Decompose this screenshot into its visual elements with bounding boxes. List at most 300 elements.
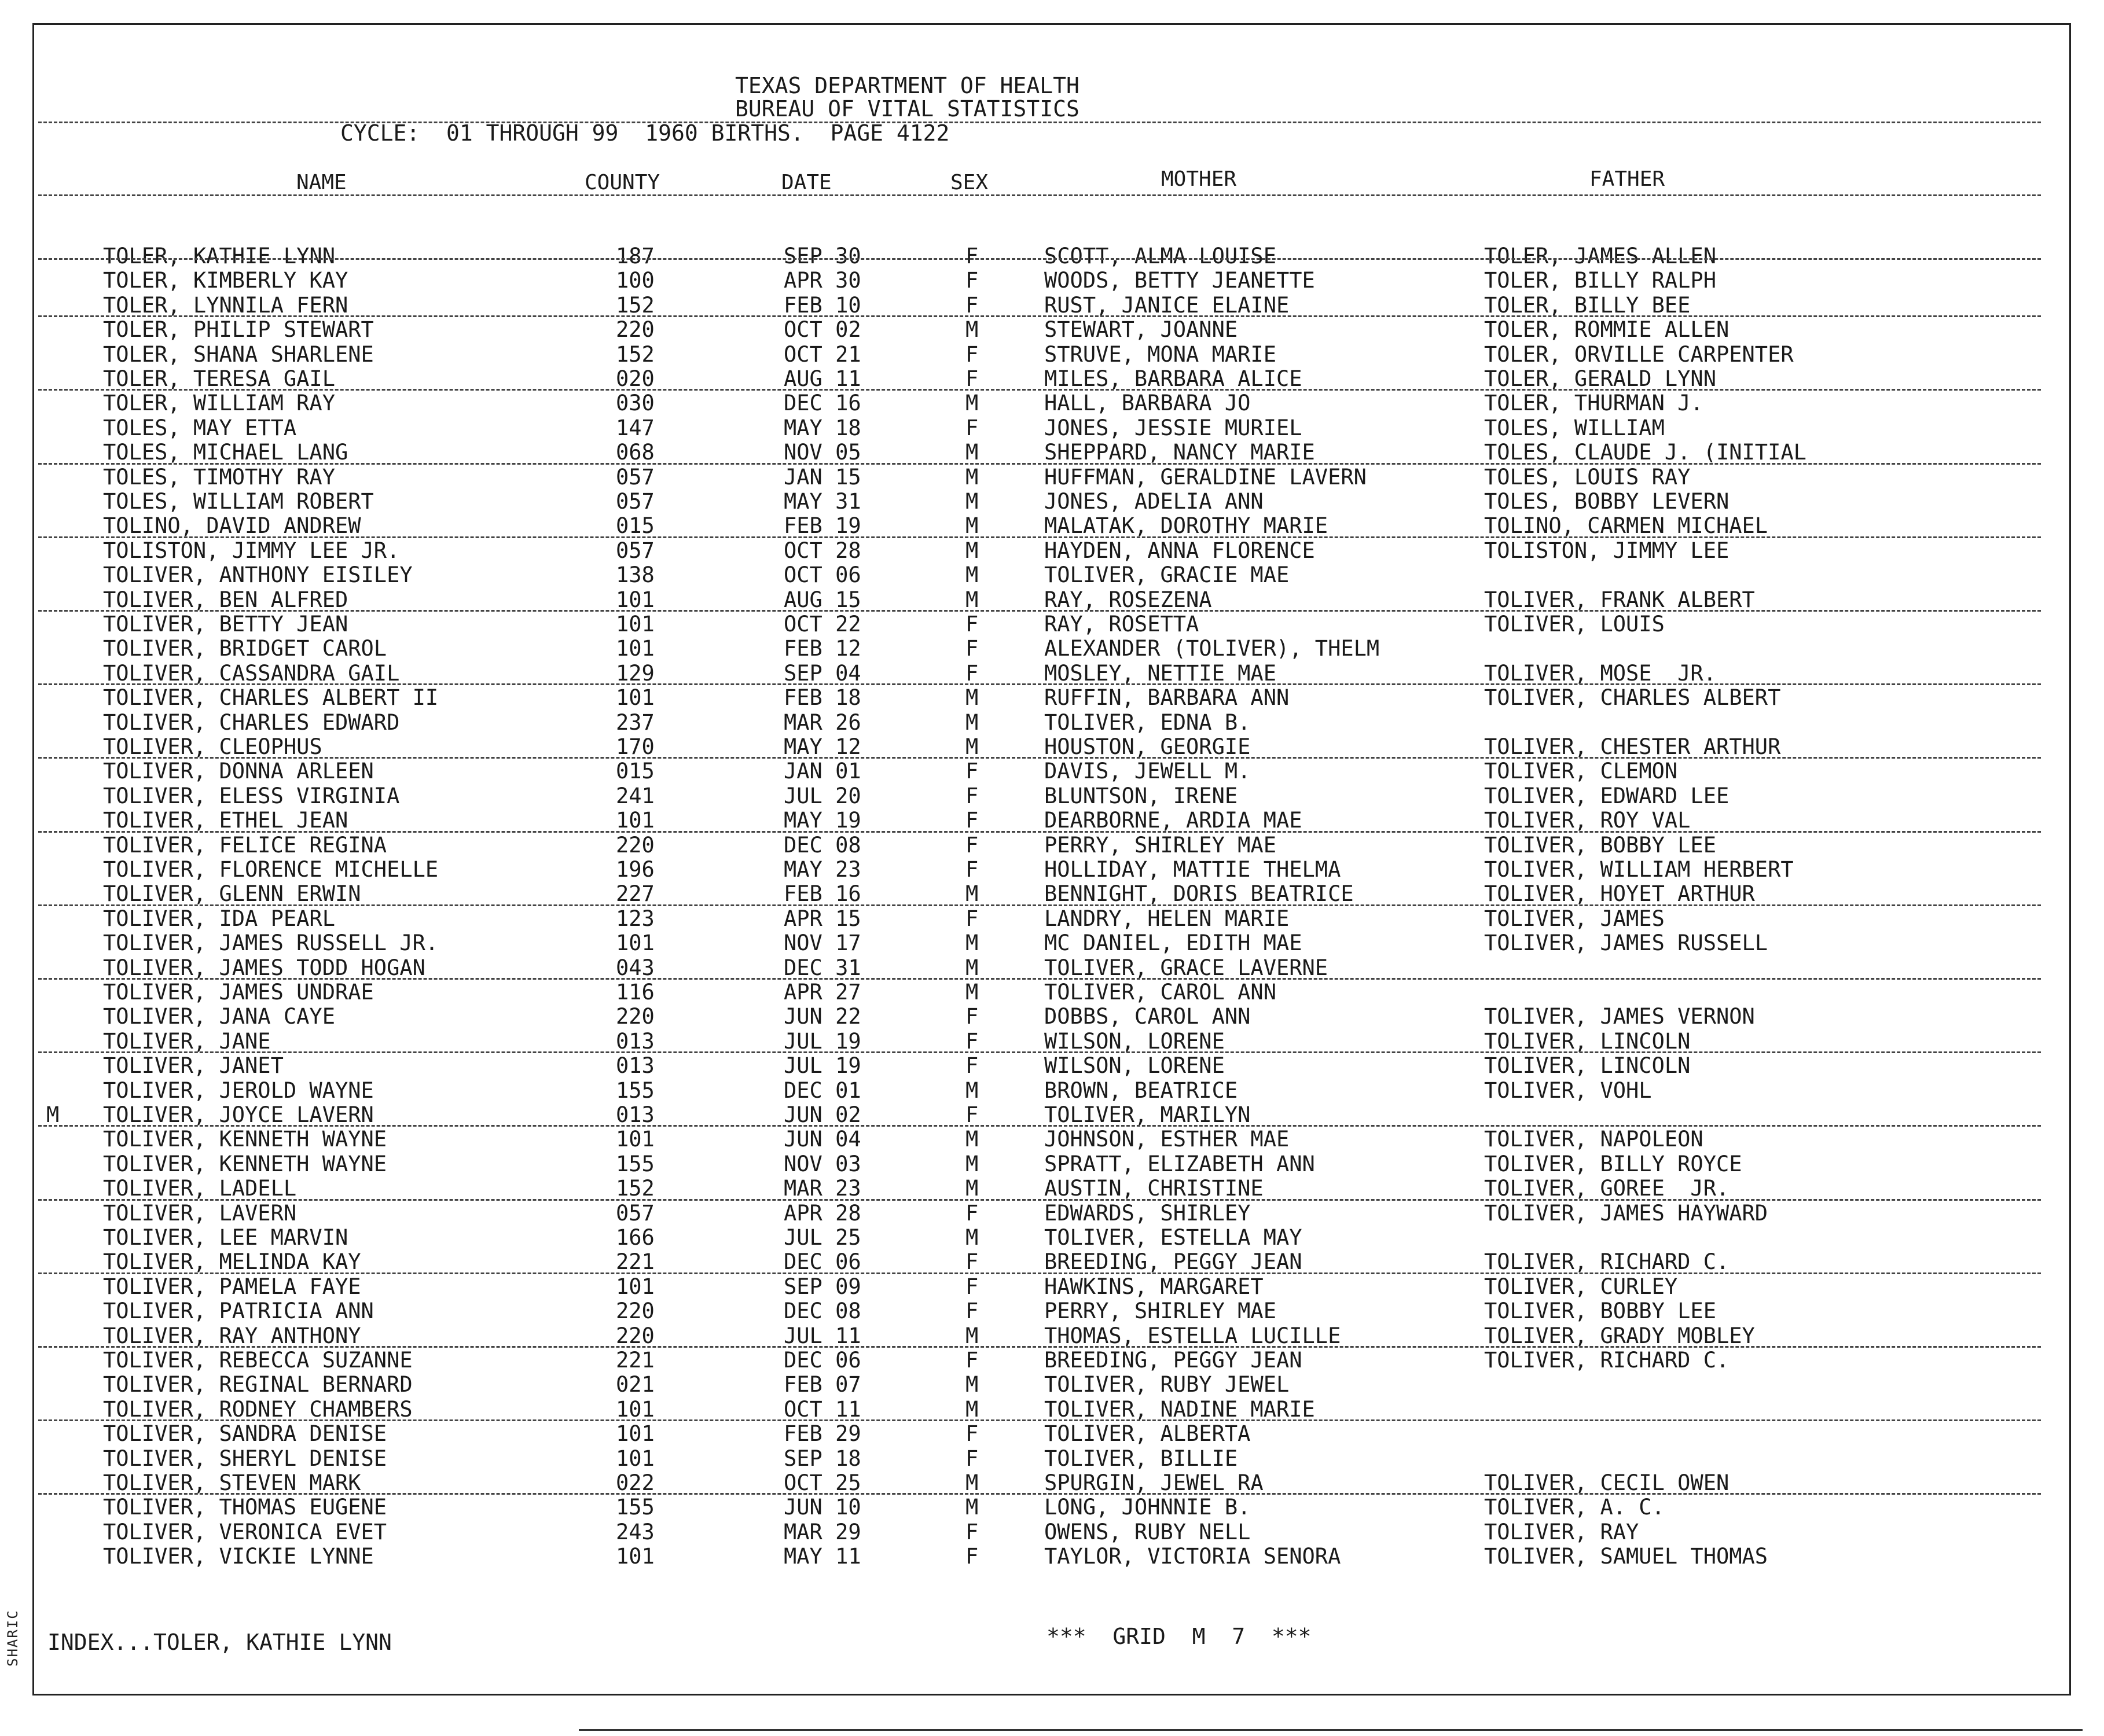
record-row <box>0 637 2104 661</box>
record-row <box>0 686 2104 710</box>
record-mother: BLUNTSON, IRENE <box>1044 784 1238 808</box>
record-mother: SHEPPARD, NANCY MARIE <box>1044 440 1315 465</box>
record-mother: RAY, ROSETTA <box>1044 612 1199 637</box>
record-father: TOLIVER, SAMUEL THOMAS <box>1484 1544 1768 1569</box>
record-county: 220 <box>616 1299 655 1323</box>
record-row <box>0 1275 2104 1299</box>
record-sex: M <box>965 465 979 490</box>
record-row <box>0 1226 2104 1250</box>
record-mother: TOLIVER, GRACIE MAE <box>1044 562 1290 587</box>
record-row <box>0 882 2104 906</box>
record-mother: TOLIVER, EDNA B. <box>1044 710 1251 735</box>
record-row <box>0 588 2104 612</box>
record-county: 155 <box>616 1495 655 1520</box>
record-mother: LONG, JOHNNIE B. <box>1044 1495 1251 1520</box>
col-header-date: DATE <box>781 171 832 194</box>
record-row <box>0 465 2104 490</box>
record-name: TOLIVER, JOYCE LAVERN <box>103 1102 374 1127</box>
row-group-rule <box>38 978 2041 980</box>
record-date: MAR 29 <box>784 1520 861 1544</box>
record-father: TOLES, CLAUDE J. (INITIAL <box>1484 440 1806 465</box>
record-father: TOLIVER, LINCOLN <box>1484 1053 1691 1078</box>
record-sex: M <box>965 980 979 1005</box>
record-date: MAY 18 <box>784 415 861 440</box>
record-county: 101 <box>616 1397 655 1422</box>
record-name: TOLIVER, KENNETH WAYNE <box>103 1127 387 1152</box>
record-name: TOLIVER, JAMES UNDRAE <box>103 980 374 1005</box>
record-date: FEB 07 <box>784 1372 861 1397</box>
record-father: TOLIVER, JAMES HAYWARD <box>1484 1201 1768 1226</box>
record-mother: TAYLOR, VICTORIA SENORA <box>1044 1544 1341 1569</box>
record-date: NOV 05 <box>784 440 861 465</box>
record-sex: M <box>965 1372 979 1397</box>
record-name: TOLER, PHILIP STEWART <box>103 317 374 342</box>
record-mother: MOSLEY, NETTIE MAE <box>1044 661 1276 686</box>
record-date: DEC 31 <box>784 955 861 980</box>
record-row <box>0 293 2104 318</box>
record-date: OCT 11 <box>784 1397 861 1422</box>
record-father: TOLIVER, HOYET ARTHUR <box>1484 881 1755 906</box>
record-date: JAN 01 <box>784 759 861 784</box>
row-group-rule <box>38 1125 2041 1127</box>
record-father: TOLER, JAMES ALLEN <box>1484 244 1716 269</box>
record-sex: M <box>965 562 979 587</box>
col-header-county: COUNTY <box>585 171 660 194</box>
record-sex: F <box>965 1299 979 1323</box>
record-father: TOLISTON, JIMMY LEE <box>1484 538 1730 563</box>
record-name: TOLIVER, THOMAS EUGENE <box>103 1495 387 1520</box>
record-sex: M <box>965 710 979 735</box>
col-header-father: FATHER <box>1589 167 1665 191</box>
record-date: JUL 20 <box>784 784 861 808</box>
record-date: FEB 29 <box>784 1421 861 1446</box>
record-county: 155 <box>616 1078 655 1103</box>
record-name: TOLES, WILLIAM ROBERT <box>103 489 374 514</box>
record-mother: SPRATT, ELIZABETH ANN <box>1044 1152 1315 1176</box>
record-mother: RUST, JANICE ELAINE <box>1044 293 1290 318</box>
record-row <box>0 1520 2104 1544</box>
record-father: TOLIVER, FRANK ALBERT <box>1484 587 1755 612</box>
record-county: 015 <box>616 759 655 784</box>
record-sex: M <box>965 1152 979 1176</box>
record-sex: M <box>965 1397 979 1422</box>
record-name: TOLIVER, MELINDA KAY <box>103 1249 361 1274</box>
record-mother: TOLIVER, ALBERTA <box>1044 1421 1251 1446</box>
record-name: TOLIVER, ETHEL JEAN <box>103 808 348 833</box>
record-sex: M <box>965 1176 979 1201</box>
record-row <box>0 1299 2104 1323</box>
row-group-rule <box>38 831 2041 833</box>
record-mother: WILSON, LORENE <box>1044 1029 1225 1054</box>
record-mother: TOLIVER, GRACE LAVERNE <box>1044 955 1328 980</box>
record-mother: TOLIVER, BILLIE <box>1044 1446 1238 1471</box>
record-name: TOLIVER, PAMELA FAYE <box>103 1274 361 1299</box>
record-name: TOLINO, DAVID ANDREW <box>103 513 361 538</box>
record-county: 021 <box>616 1372 655 1397</box>
record-sex: F <box>965 293 979 318</box>
record-name: TOLIVER, CHARLES ALBERT II <box>103 685 439 710</box>
record-mother: BREEDING, PEGGY JEAN <box>1044 1249 1302 1274</box>
record-date: APR 27 <box>784 980 861 1005</box>
record-mother: AUSTIN, CHRISTINE <box>1044 1176 1264 1201</box>
record-county: 030 <box>616 391 655 415</box>
record-county: 147 <box>616 415 655 440</box>
side-label: SHARIC <box>5 1609 21 1667</box>
record-county: 116 <box>616 980 655 1005</box>
record-mother: PERRY, SHIRLEY MAE <box>1044 833 1276 858</box>
record-mother: LANDRY, HELEN MARIE <box>1044 906 1290 931</box>
record-sex: M <box>965 538 979 563</box>
record-date: MAY 23 <box>784 857 861 882</box>
record-father: TOLER, BILLY BEE <box>1484 293 1691 318</box>
record-mother: DEARBORNE, ARDIA MAE <box>1044 808 1302 833</box>
row-group-rule <box>38 1493 2041 1495</box>
record-father: TOLIVER, ROY VAL <box>1484 808 1691 833</box>
record-father: TOLES, WILLIAM <box>1484 415 1665 440</box>
record-date: SEP 09 <box>784 1274 861 1299</box>
record-county: 101 <box>616 636 655 661</box>
record-county: 020 <box>616 366 655 391</box>
record-sex: F <box>965 857 979 882</box>
record-name: TOLIVER, VICKIE LYNNE <box>103 1544 374 1569</box>
record-sex: M <box>965 955 979 980</box>
record-row <box>0 907 2104 931</box>
footer-index: INDEX...TOLER, KATHIE LYNN <box>47 1630 392 1655</box>
record-date: OCT 22 <box>784 612 861 637</box>
record-name: TOLIVER, ELESS VIRGINIA <box>103 784 400 808</box>
record-father: TOLER, GERALD LYNN <box>1484 366 1716 391</box>
record-mother: OWENS, RUBY NELL <box>1044 1520 1251 1544</box>
record-sex: F <box>965 342 979 367</box>
record-father: TOLER, ROMMIE ALLEN <box>1484 317 1730 342</box>
record-mother: DAVIS, JEWELL M. <box>1044 759 1251 784</box>
record-row <box>0 1324 2104 1348</box>
record-name: TOLIVER, JANET <box>103 1053 284 1078</box>
record-row <box>0 980 2104 1005</box>
record-row <box>0 1447 2104 1471</box>
col-header-mother: MOTHER <box>1161 167 1237 191</box>
record-county: 100 <box>616 268 655 293</box>
record-date: AUG 15 <box>784 587 861 612</box>
record-name: TOLIVER, KENNETH WAYNE <box>103 1152 387 1176</box>
record-date: MAY 31 <box>784 489 861 514</box>
record-name: TOLIVER, JANA CAYE <box>103 1004 335 1029</box>
record-county: 170 <box>616 734 655 759</box>
record-row <box>0 1152 2104 1176</box>
record-sex: M <box>965 881 979 906</box>
header-line-2: BUREAU OF VITAL STATISTICS <box>735 96 1079 122</box>
record-row <box>0 1079 2104 1103</box>
record-sex: F <box>965 759 979 784</box>
record-sex: M <box>965 317 979 342</box>
record-row <box>0 833 2104 858</box>
record-sex: F <box>965 1004 979 1029</box>
record-county: 220 <box>616 833 655 858</box>
record-mother: STEWART, JOANNE <box>1044 317 1238 342</box>
record-date: DEC 06 <box>784 1249 861 1274</box>
record-father: TOLES, LOUIS RAY <box>1484 465 1691 490</box>
record-name: TOLER, SHANA SHARLENE <box>103 342 374 367</box>
record-father: TOLIVER, MOSE JR. <box>1484 661 1716 686</box>
record-row <box>0 1397 2104 1422</box>
record-date: JUN 02 <box>784 1102 861 1127</box>
record-name: TOLIVER, REGINAL BERNARD <box>103 1372 413 1397</box>
record-county: 221 <box>616 1249 655 1274</box>
record-sex: M <box>965 1323 979 1348</box>
record-name: TOLIVER, STEVEN MARK <box>103 1470 361 1495</box>
record-name: TOLER, KATHIE LYNN <box>103 244 335 269</box>
record-sex: F <box>965 268 979 293</box>
record-county: 166 <box>616 1225 655 1250</box>
record-mother: WOODS, BETTY JEANETTE <box>1044 268 1315 293</box>
record-sex: F <box>965 1421 979 1446</box>
record-sex: F <box>965 244 979 269</box>
record-county: 057 <box>616 465 655 490</box>
record-county: 101 <box>616 930 655 955</box>
record-mother: WILSON, LORENE <box>1044 1053 1225 1078</box>
record-mother: PERRY, SHIRLEY MAE <box>1044 1299 1276 1323</box>
record-row <box>0 858 2104 882</box>
record-mother: TOLIVER, NADINE MARIE <box>1044 1397 1315 1422</box>
record-county: 101 <box>616 808 655 833</box>
record-row <box>0 1054 2104 1078</box>
record-name: TOLIVER, FLORENCE MICHELLE <box>103 857 439 882</box>
record-mother: MC DANIEL, EDITH MAE <box>1044 930 1302 955</box>
record-date: APR 30 <box>784 268 861 293</box>
record-date: MAR 26 <box>784 710 861 735</box>
row-group-rule <box>38 1419 2041 1421</box>
record-father: TOLIVER, A. C. <box>1484 1495 1665 1520</box>
record-mother: RUFFIN, BARBARA ANN <box>1044 685 1290 710</box>
record-sex: F <box>965 1348 979 1373</box>
record-mother: DOBBS, CAROL ANN <box>1044 1004 1251 1029</box>
record-sex: M <box>965 734 979 759</box>
record-date: FEB 12 <box>784 636 861 661</box>
record-date: FEB 16 <box>784 881 861 906</box>
row-group-rule <box>38 610 2041 612</box>
record-date: NOV 03 <box>784 1152 861 1176</box>
record-sex: F <box>965 1102 979 1127</box>
record-county: 101 <box>616 587 655 612</box>
row-group-rule <box>38 1346 2041 1348</box>
record-date: AUG 11 <box>784 366 861 391</box>
record-mother: MALATAK, DOROTHY MARIE <box>1044 513 1328 538</box>
record-name: TOLIVER, JEROLD WAYNE <box>103 1078 374 1103</box>
record-row <box>0 759 2104 784</box>
record-date: MAY 11 <box>784 1544 861 1569</box>
record-date: OCT 21 <box>784 342 861 367</box>
record-row <box>0 1029 2104 1054</box>
record-mother: BREEDING, PEGGY JEAN <box>1044 1348 1302 1373</box>
record-father: TOLIVER, CHESTER ARTHUR <box>1484 734 1781 759</box>
record-row <box>0 661 2104 686</box>
record-sex: F <box>965 1446 979 1471</box>
record-county: 013 <box>616 1029 655 1054</box>
record-mother: TOLIVER, ESTELLA MAY <box>1044 1225 1302 1250</box>
record-row <box>0 563 2104 587</box>
row-group-rule <box>38 463 2041 465</box>
record-date: MAY 12 <box>784 734 861 759</box>
record-date: JUN 10 <box>784 1495 861 1520</box>
record-father: TOLIVER, EDWARD LEE <box>1484 784 1730 808</box>
record-sex: F <box>965 636 979 661</box>
record-sex: F <box>965 784 979 808</box>
record-county: 152 <box>616 293 655 318</box>
record-mother: TOLIVER, CAROL ANN <box>1044 980 1276 1005</box>
record-row <box>0 612 2104 637</box>
record-date: JUN 22 <box>784 1004 861 1029</box>
header-rule <box>38 122 2041 123</box>
record-name: TOLIVER, JAMES RUSSELL JR. <box>103 930 439 955</box>
record-name: TOLIVER, JANE <box>103 1029 271 1054</box>
record-sex: M <box>965 685 979 710</box>
record-father: TOLIVER, CECIL OWEN <box>1484 1470 1730 1495</box>
record-father: TOLIVER, CURLEY <box>1484 1274 1678 1299</box>
record-name: TOLIVER, FELICE REGINA <box>103 833 387 858</box>
record-mother: HAYDEN, ANNA FLORENCE <box>1044 538 1315 563</box>
record-county: 155 <box>616 1152 655 1176</box>
record-name: TOLIVER, BEN ALFRED <box>103 587 348 612</box>
record-county: 101 <box>616 1421 655 1446</box>
record-row <box>0 956 2104 980</box>
header-line-3: CYCLE: 01 THROUGH 99 1960 BIRTHS. PAGE 4122 <box>340 120 950 146</box>
record-row <box>0 416 2104 440</box>
record-father: TOLINO, CARMEN MICHAEL <box>1484 513 1768 538</box>
record-county: 187 <box>616 244 655 269</box>
record-sex: M <box>965 1078 979 1103</box>
record-name: TOLER, LYNNILA FERN <box>103 293 348 318</box>
record-date: JUN 04 <box>784 1127 861 1152</box>
record-county: 220 <box>616 317 655 342</box>
record-county: 129 <box>616 661 655 686</box>
record-sex: M <box>965 1495 979 1520</box>
record-father: TOLIVER, VOHL <box>1484 1078 1652 1103</box>
record-date: OCT 28 <box>784 538 861 563</box>
record-name: TOLER, WILLIAM RAY <box>103 391 335 415</box>
record-date: SEP 30 <box>784 244 861 269</box>
record-county: 101 <box>616 1127 655 1152</box>
record-mother: HOLLIDAY, MATTIE THELMA <box>1044 857 1341 882</box>
record-sex: M <box>965 587 979 612</box>
record-father: TOLIVER, RAY <box>1484 1520 1639 1544</box>
record-row <box>0 269 2104 293</box>
record-date: APR 15 <box>784 906 861 931</box>
record-county: 138 <box>616 562 655 587</box>
record-mother: JOHNSON, ESTHER MAE <box>1044 1127 1290 1152</box>
row-group-rule <box>38 904 2041 906</box>
record-date: FEB 18 <box>784 685 861 710</box>
record-county: 015 <box>616 513 655 538</box>
record-sex: M <box>965 489 979 514</box>
record-date: DEC 16 <box>784 391 861 415</box>
record-date: DEC 08 <box>784 833 861 858</box>
record-county: 057 <box>616 538 655 563</box>
record-row <box>0 1005 2104 1029</box>
record-county: 123 <box>616 906 655 931</box>
record-row <box>0 735 2104 759</box>
record-date: DEC 01 <box>784 1078 861 1103</box>
record-county: 013 <box>616 1102 655 1127</box>
record-date: NOV 17 <box>784 930 861 955</box>
record-row <box>0 514 2104 538</box>
column-header-rule <box>38 194 2041 196</box>
record-name: TOLIVER, RAY ANTHONY <box>103 1323 361 1348</box>
record-sex: M <box>965 1127 979 1152</box>
record-row <box>0 1127 2104 1152</box>
record-mother: TOLIVER, RUBY JEWEL <box>1044 1372 1290 1397</box>
record-date: JUL 25 <box>784 1225 861 1250</box>
record-sex: F <box>965 906 979 931</box>
record-county: 013 <box>616 1053 655 1078</box>
record-county: 196 <box>616 857 655 882</box>
record-sex: M <box>965 1470 979 1495</box>
record-mother: BROWN, BEATRICE <box>1044 1078 1238 1103</box>
record-mother: JONES, ADELIA ANN <box>1044 489 1264 514</box>
record-name: TOLIVER, VERONICA EVET <box>103 1520 387 1544</box>
col-header-sex: SEX <box>950 171 989 194</box>
record-name: TOLIVER, REBECCA SUZANNE <box>103 1348 413 1373</box>
record-father: TOLES, BOBBY LEVERN <box>1484 489 1730 514</box>
record-mother: TOLIVER, MARILYN <box>1044 1102 1251 1127</box>
record-row <box>0 539 2104 563</box>
record-row <box>0 440 2104 465</box>
record-name: TOLIVER, CHARLES EDWARD <box>103 710 400 735</box>
record-mother: ALEXANDER (TOLIVER), THELM <box>1044 636 1380 661</box>
record-sex: F <box>965 1053 979 1078</box>
record-name: TOLIVER, LEE MARVIN <box>103 1225 348 1250</box>
record-date: SEP 04 <box>784 661 861 686</box>
record-county: 220 <box>616 1323 655 1348</box>
record-county: 220 <box>616 1004 655 1029</box>
record-county: 241 <box>616 784 655 808</box>
record-sex: F <box>965 661 979 686</box>
row-group-rule <box>38 1199 2041 1201</box>
record-sex: F <box>965 1544 979 1569</box>
record-row <box>0 1103 2104 1127</box>
record-name: TOLIVER, CASSANDRA GAIL <box>103 661 400 686</box>
record-sex: M <box>965 513 979 538</box>
record-row <box>0 490 2104 514</box>
record-county: 057 <box>616 1201 655 1226</box>
record-date: JUL 11 <box>784 1323 861 1348</box>
record-name: TOLES, MAY ETTA <box>103 415 297 440</box>
record-sex: F <box>965 1520 979 1544</box>
record-father: TOLIVER, RICHARD C. <box>1484 1348 1730 1373</box>
record-row <box>0 244 2104 269</box>
record-name: TOLIVER, LAVERN <box>103 1201 297 1226</box>
record-date: JAN 15 <box>784 465 861 490</box>
record-father: TOLIVER, CHARLES ALBERT <box>1484 685 1781 710</box>
record-sex: F <box>965 808 979 833</box>
record-row <box>0 1471 2104 1495</box>
record-mother: SCOTT, ALMA LOUISE <box>1044 244 1276 269</box>
record-row <box>0 1544 2104 1569</box>
row-group-rule <box>38 389 2041 391</box>
record-sex: F <box>965 833 979 858</box>
record-name: TOLIVER, IDA PEARL <box>103 906 335 931</box>
record-county: 101 <box>616 1544 655 1569</box>
record-date: APR 28 <box>784 1201 861 1226</box>
row-group-rule <box>38 536 2041 538</box>
record-row <box>0 1422 2104 1446</box>
record-county: 043 <box>616 955 655 980</box>
record-sex: F <box>965 1249 979 1274</box>
record-sex: M <box>965 391 979 415</box>
record-sex: F <box>965 1201 979 1226</box>
record-father: TOLER, ORVILLE CARPENTER <box>1484 342 1794 367</box>
record-name: TOLIVER, SHERYL DENISE <box>103 1446 387 1471</box>
record-father: TOLIVER, WILLIAM HERBERT <box>1484 857 1794 882</box>
